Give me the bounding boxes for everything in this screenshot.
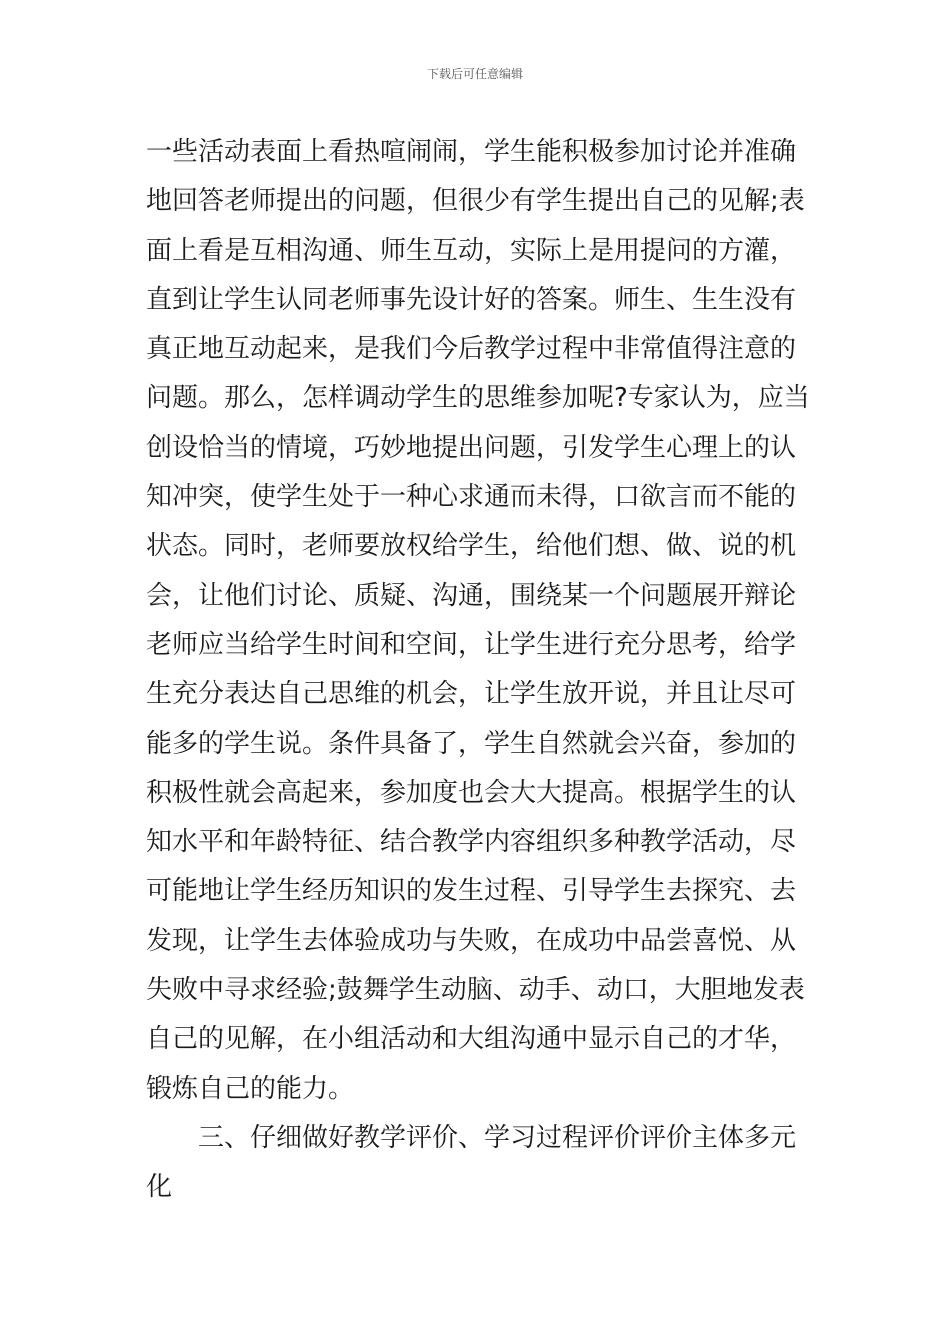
page-header-note: 下载后可任意编辑 bbox=[426, 67, 523, 81]
paragraph-line: 能多的学生说。条件具备了，学生自然就会兴奋，参加的 bbox=[146, 728, 797, 759]
paragraph-line: 失败中寻求经验;鼓舞学生动脑、动手、动口，大胆地发表 bbox=[146, 975, 805, 1006]
paragraph-line: 老师应当给学生时间和空间，让学生进行充分思考，给学 bbox=[146, 629, 797, 660]
paragraph-line: 创设恰当的情境，巧妙地提出问题，引发学生心理上的认 bbox=[146, 432, 797, 463]
paragraph-line: 锻炼自己的能力。 bbox=[146, 1073, 355, 1104]
paragraph-line: 地回答老师提出的问题，但很少有学生提出自己的见解;表 bbox=[146, 186, 805, 217]
section-heading: 三、仔细做好教学评价、学习过程评价评价主体多元 bbox=[198, 1122, 797, 1153]
paragraph-line: 知水平和年龄特征、结合教学内容组织多种教学活动，尽 bbox=[146, 827, 797, 858]
paragraph-line: 可能地让学生经历知识的发生过程、引导学生去探究、去 bbox=[146, 876, 797, 907]
paragraph-line: 面上看是互相沟通、师生互动，实际上是用提问的方灌， bbox=[146, 235, 797, 266]
paragraph-line: 状态。同时，老师要放权给学生，给他们想、做、说的机 bbox=[146, 531, 797, 562]
paragraph-line: 积极性就会高起来，参加度也会大大提高。根据学生的认 bbox=[146, 777, 797, 808]
paragraph-line: 生充分表达自己思维的机会，让学生放开说，并且让尽可 bbox=[146, 679, 797, 710]
document-body bbox=[146, 128, 814, 1213]
paragraph-line: 知冲突，使学生处于一种心求通而未得，口欲言而不能的 bbox=[146, 482, 797, 513]
section-heading-continuation: 化 bbox=[146, 1172, 173, 1203]
paragraph-line: 问题。那么，怎样调动学生的思维参加呢?专家认为，应当 bbox=[146, 383, 810, 414]
paragraph-line: 真正地互动起来，是我们今后教学过程中非常值得注意的 bbox=[146, 334, 797, 365]
paragraph-line: 直到让学生认同老师事先设计好的答案。师生、生生没有 bbox=[146, 284, 797, 315]
paragraph-line: 发现，让学生去体验成功与失败，在成功中品尝喜悦、从 bbox=[146, 925, 797, 956]
paragraph-line: 自己的见解，在小组活动和大组沟通中显示自己的才华， bbox=[146, 1024, 797, 1055]
paragraph-line: 一些活动表面上看热喧闹闹，学生能积极参加讨论并准确 bbox=[146, 137, 797, 167]
paragraph-line: 会，让他们讨论、质疑、沟通，围绕某一个问题展开辩论 bbox=[146, 580, 797, 611]
